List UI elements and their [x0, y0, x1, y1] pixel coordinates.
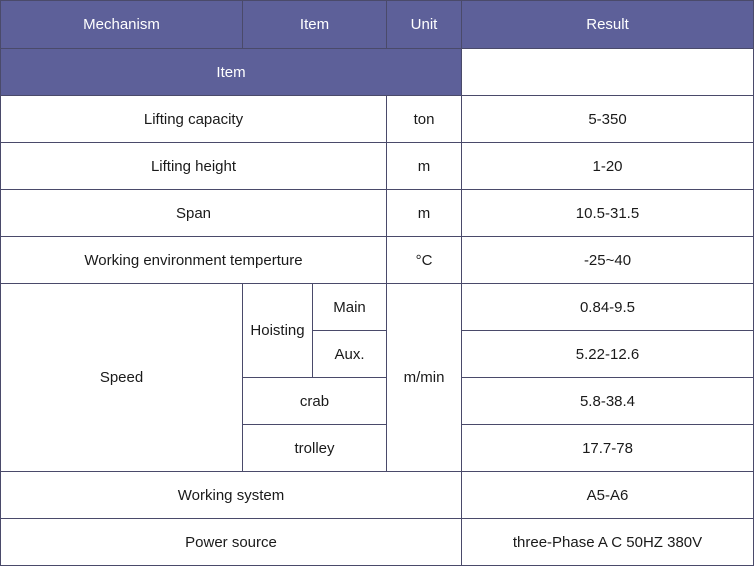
speed-group-hoisting: Hoisting	[243, 284, 313, 378]
row-label-power-source: Power source	[1, 519, 462, 566]
section-label-item: Item	[1, 49, 462, 96]
row-label-lifting-capacity: Lifting capacity	[1, 96, 387, 143]
table-row	[1, 519, 754, 566]
speed-result-aux: 5.22-12.6	[462, 331, 754, 378]
row-result-power-source: three-Phase A C 50HZ 380V	[462, 519, 754, 566]
row-label-working-system: Working system	[1, 472, 462, 519]
speed-result-main: 0.84-9.5	[462, 284, 754, 331]
table-row-speed-main	[1, 284, 754, 331]
row-unit-span: m	[387, 190, 462, 237]
row-unit-lifting-height: m	[387, 143, 462, 190]
row-result-working-environment-temperture: -25~40	[462, 237, 754, 284]
speed-item-trolley: trolley	[243, 425, 387, 472]
column-header-unit: Unit	[387, 1, 462, 49]
table-header-row	[1, 1, 754, 49]
table-section-row	[1, 49, 754, 96]
row-result-lifting-height: 1-20	[462, 143, 754, 190]
row-unit-speed: m/min	[387, 284, 462, 472]
table-row	[1, 237, 754, 284]
column-header-mechanism: Mechanism	[1, 1, 243, 49]
row-label-lifting-height: Lifting height	[1, 143, 387, 190]
row-label-span: Span	[1, 190, 387, 237]
row-label-working-environment-temperture: Working environment temperture	[1, 237, 387, 284]
row-result-lifting-capacity: 5-350	[462, 96, 754, 143]
table-row	[1, 190, 754, 237]
row-unit-working-environment-temperture: °C	[387, 237, 462, 284]
table-row	[1, 472, 754, 519]
row-result-span: 10.5-31.5	[462, 190, 754, 237]
column-header-item: Item	[243, 1, 387, 49]
speed-item-main: Main	[313, 284, 387, 331]
speed-item-aux: Aux.	[313, 331, 387, 378]
row-result-working-system: A5-A6	[462, 472, 754, 519]
row-unit-lifting-capacity: ton	[387, 96, 462, 143]
row-label-speed: Speed	[1, 284, 243, 472]
speed-result-crab: 5.8-38.4	[462, 378, 754, 425]
table-row	[1, 96, 754, 143]
column-header-result: Result	[462, 1, 754, 49]
table-row	[1, 143, 754, 190]
speed-result-trolley: 17.7-78	[462, 425, 754, 472]
speed-item-crab: crab	[243, 378, 387, 425]
section-blank-cell	[462, 49, 754, 96]
